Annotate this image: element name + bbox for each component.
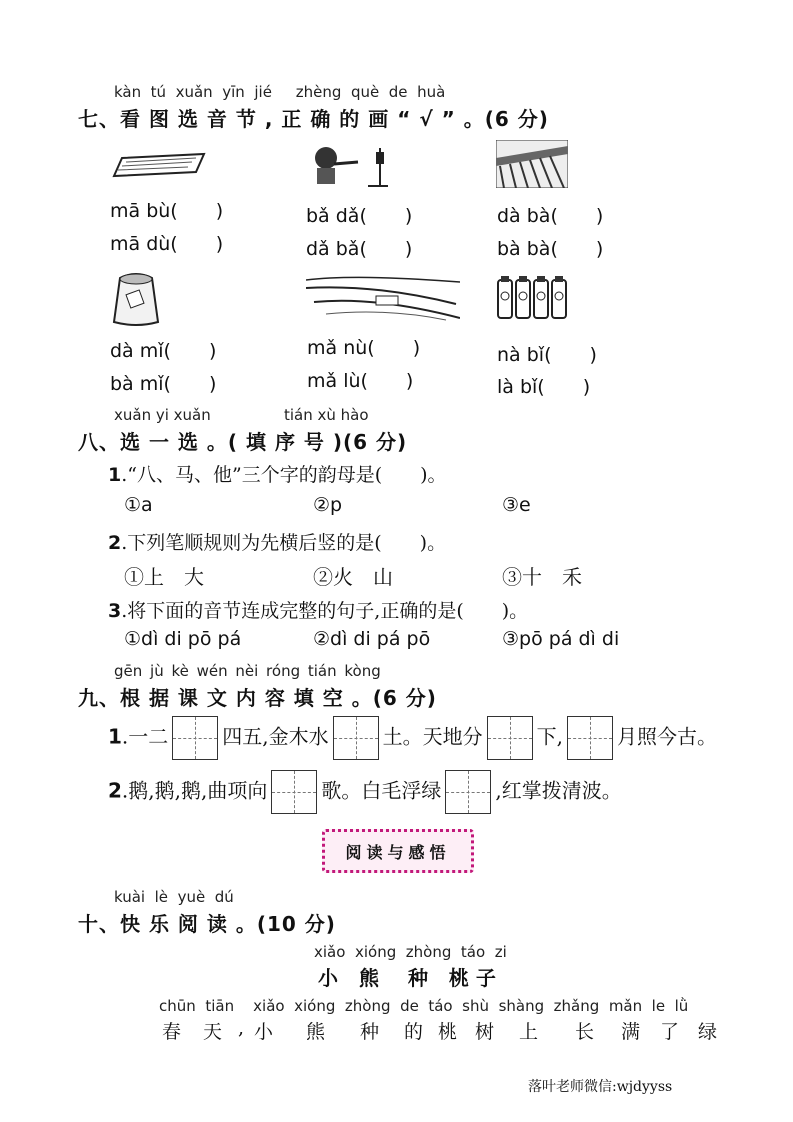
pinyin: kuài <box>114 888 146 906</box>
pinyin: zhòng <box>405 943 452 961</box>
fill-box[interactable] <box>445 770 491 814</box>
pinyin: lè <box>154 888 169 906</box>
pinyin: xuǎn <box>175 83 213 101</box>
text-part: ,红掌拨清波。 <box>495 778 622 803</box>
s7-pinyin-row <box>114 83 445 101</box>
q-text: .将下面的音节连成完整的句子,正确的是( )。 <box>121 600 529 622</box>
pinyin: tiān <box>205 997 235 1015</box>
pinyin: tú <box>150 83 167 101</box>
option-madu[interactable]: mā dù( ) <box>110 233 224 255</box>
pinyin: xióng <box>294 997 336 1015</box>
pinyin: zhòng <box>344 997 391 1015</box>
s9-pinyin: gēn jù kè wén nèi róng tián kòng <box>114 662 381 680</box>
story-title-char: 熊 <box>358 966 379 990</box>
fill-line-1 <box>108 716 717 760</box>
section-9-title: 九、根 据 课 文 内 容 填 空 。(6 分) <box>78 686 437 710</box>
story-char: 种 <box>360 1021 380 1043</box>
pinyin: xiǎo <box>314 943 346 961</box>
pinyin: dú <box>214 888 234 906</box>
q8-1-opt-c[interactable]: ③e <box>502 494 531 516</box>
q8-2-opt-c[interactable]: ③十 禾 <box>502 565 582 589</box>
story-title <box>318 962 496 991</box>
q8-3-opt-a[interactable]: ①dì di pō pá <box>124 628 242 650</box>
pinyin: lǜ <box>674 997 689 1015</box>
q8-1 <box>108 460 447 487</box>
pinyin: xióng <box>354 943 397 961</box>
fill-box[interactable] <box>567 716 613 760</box>
text-part: 下, <box>536 724 563 749</box>
story-char: 桃 <box>438 1021 458 1043</box>
q8-3-opt-c[interactable]: ③pō pá dì di <box>502 628 620 650</box>
footer-contact: 落叶老师微信:wjdyyss <box>528 1079 673 1095</box>
option-mabu[interactable]: mā bù( ) <box>110 200 224 222</box>
story-title-char: 子 <box>475 966 496 990</box>
q8-2 <box>108 528 446 555</box>
story-title-char: 小 <box>318 966 338 990</box>
story-title-pinyin <box>314 943 507 961</box>
pinyin: kàn <box>114 83 142 101</box>
option-labi[interactable]: là bǐ( ) <box>497 376 591 398</box>
fill-line-2 <box>108 770 622 814</box>
pinyin: de <box>400 997 419 1015</box>
pinyin: táo <box>460 943 486 961</box>
q8-1-opt-a[interactable]: ①a <box>124 494 153 516</box>
story-char: 树 <box>475 1021 495 1043</box>
q-text: .“八、马、他”三个字的韵母是( )。 <box>121 464 447 486</box>
fill-box[interactable] <box>172 716 218 760</box>
pinyin: yīn <box>222 83 245 101</box>
s10-pinyin-row <box>114 888 234 906</box>
q-num: 1 <box>108 724 122 749</box>
story-char: 天 <box>203 1021 223 1043</box>
pinyin: zhèng <box>295 83 342 101</box>
option-malu[interactable]: mǎ lù( ) <box>307 370 414 392</box>
text-part: 歌。白毛浮绿 <box>321 778 442 803</box>
story-char: 上 <box>519 1021 539 1043</box>
story-char: 满 <box>621 1021 641 1043</box>
q-num: 1 <box>108 464 122 486</box>
q8-2-opt-a[interactable]: ①上 大 <box>124 565 204 589</box>
q8-3-opt-b[interactable]: ②dì di pá pō <box>313 628 431 650</box>
story-line-pinyin <box>159 997 688 1015</box>
fill-box[interactable] <box>487 716 533 760</box>
rice-bag-icon <box>110 270 162 326</box>
fill-box[interactable] <box>333 716 379 760</box>
option-dami[interactable]: dà mǐ( ) <box>110 340 217 362</box>
pinyin: xiǎo <box>253 997 285 1015</box>
pinyin: jié <box>254 83 272 101</box>
q-text: .下列笔顺规则为先横后竖的是( )。 <box>121 532 447 554</box>
option-bada[interactable]: bǎ dǎ( ) <box>306 205 413 227</box>
text-part: 月照今古。 <box>617 724 717 749</box>
q-num: 3 <box>108 600 122 622</box>
story-char: 长 <box>575 1021 595 1043</box>
pinyin: mǎn <box>608 997 643 1015</box>
reading-banner <box>322 829 474 873</box>
soldier-icon <box>308 144 388 188</box>
pinyin: shàng <box>498 997 545 1015</box>
pinyin: zhǎng <box>553 997 600 1015</box>
story-char: 的 <box>404 1021 424 1043</box>
q8-1-opt-b[interactable]: ②p <box>313 494 343 516</box>
q-num: 2 <box>108 778 122 803</box>
mat-icon <box>112 150 206 178</box>
section-7-title: 七、看 图 选 音 节 , 正 确 的 画 “ √ ” 。(6 分) <box>78 107 549 131</box>
pinyin: shù <box>462 997 490 1015</box>
option-daba2[interactable]: dà bà( ) <box>497 205 604 227</box>
q-num: 2 <box>108 532 122 554</box>
s8-pinyin-b: tián xù hào <box>284 406 369 424</box>
story-char: , <box>238 1017 245 1039</box>
story-char: 熊 <box>306 1021 326 1043</box>
pinyin: zi <box>494 943 507 961</box>
pinyin: de <box>388 83 408 101</box>
q8-2-opt-b[interactable]: ②火 山 <box>313 565 393 589</box>
pinyin: huà <box>417 83 446 101</box>
option-baba[interactable]: bà bà( ) <box>497 238 604 260</box>
option-manu[interactable]: mǎ nù( ) <box>307 337 421 359</box>
banner-text: 阅读与感悟 <box>345 842 451 862</box>
story-char: 了 <box>660 1021 680 1043</box>
pinyin: le <box>651 997 666 1015</box>
story-title-char: 种 <box>407 966 428 990</box>
q8-3 <box>108 596 528 623</box>
story-char: 小 <box>254 1021 274 1043</box>
pens-icon <box>496 274 570 320</box>
text-part: .鹅,鹅,鹅,曲项向 <box>121 778 268 803</box>
pinyin: chūn <box>159 997 196 1015</box>
s8-pinyin-a: xuǎn yi xuǎn <box>114 406 211 424</box>
text-part: 土。天地分 <box>382 724 483 749</box>
text-part: .一二 <box>121 724 169 749</box>
pinyin: yuè <box>177 888 206 906</box>
option-nabi[interactable]: nà bǐ( ) <box>497 344 597 366</box>
pinyin: táo <box>428 997 453 1015</box>
story-char: 春 <box>162 1021 182 1043</box>
section-10-title: 十、快 乐 阅 读 。(10 分) <box>78 912 336 936</box>
dam-icon <box>496 140 568 188</box>
pinyin: què <box>350 83 380 101</box>
story-title-char: 桃 <box>448 966 469 990</box>
story-char: 绿 <box>698 1021 718 1043</box>
road-icon <box>306 274 460 322</box>
fill-box[interactable] <box>271 770 317 814</box>
option-daba[interactable]: dǎ bǎ( ) <box>306 238 413 260</box>
option-bami[interactable]: bà mǐ( ) <box>110 373 217 395</box>
section-8-title: 八、选 一 选 。( 填 序 号 )(6 分) <box>78 430 408 454</box>
text-part: 四五,金木水 <box>222 724 329 749</box>
